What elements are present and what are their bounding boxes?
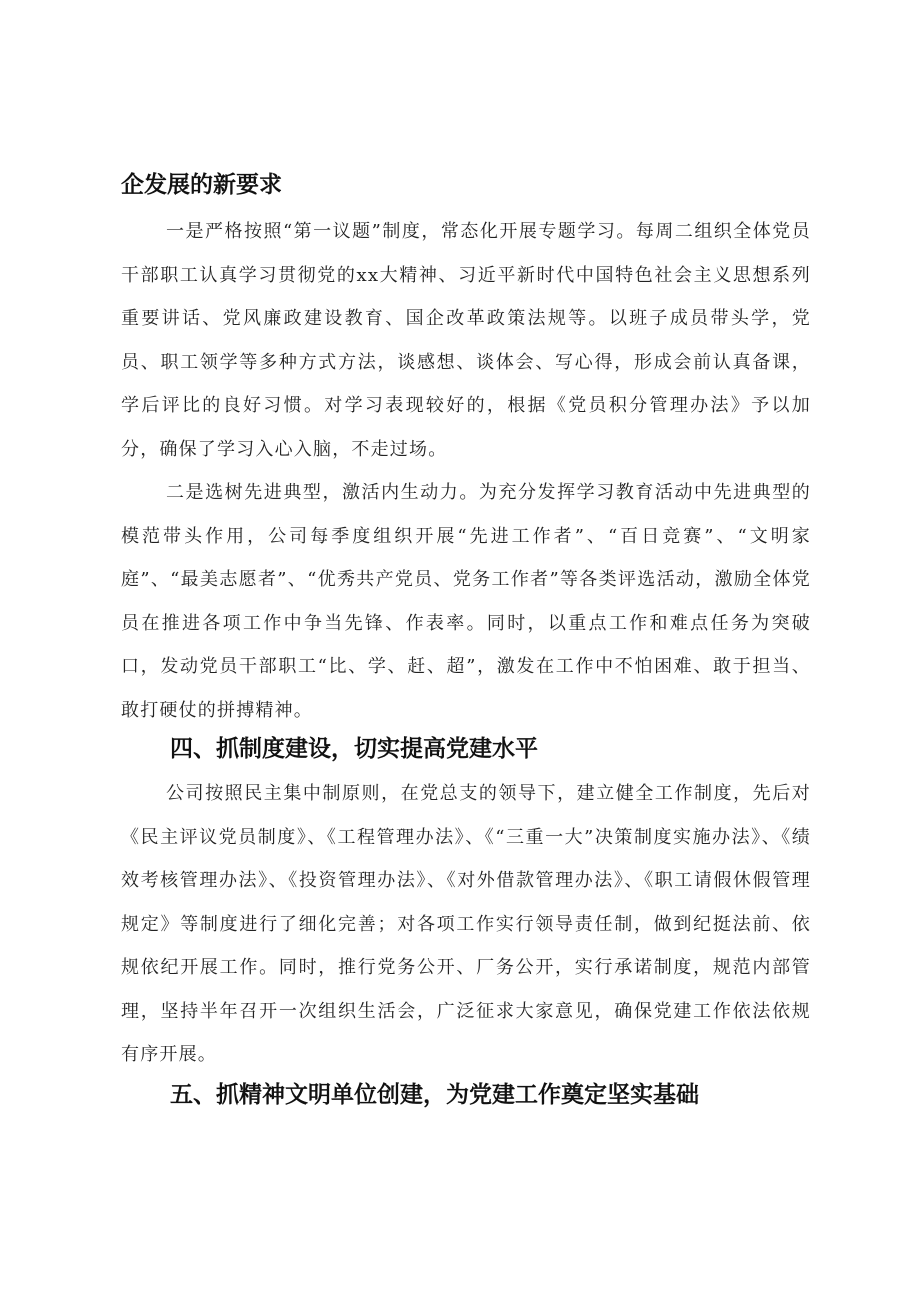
continued-heading: 企发展的新要求	[121, 172, 282, 198]
paragraph-first-agenda: 一是严格按照“第一议题”制度，常态化开展专题学习。每周二组织全体党员干部职工认真学习贯彻党的xx大精神、习近平新时代中国特色社会主义思想系列重要讲话、党风廉政建设教育、国企改革政策法规等。以班子成员带头学，党员、职工领学等多种方式方法，谈感想、谈体会、写心得，形成会前认真备课，学后评比的良好习惯。对学习表现较好的，根据《党员积分管理办法》予以加分，确保了学习入心入脑，不走过场。	[121, 221, 811, 460]
paragraph-system-building: 公司按照民主集中制原则，在党总支的领导下，建立健全工作制度，先后对《民主评议党员制度》、《工程管理办法》、《“三重一大”决策制度实施办法》、《绩效考核管理办法》、《投资管理办法》、《对外借款管理办法》、《职工请假休假管理规定》等制度进行了细化完善；对各项工作实行领导责任制，做到纪挺法前、依规依纪开展工作。同时，推行党务公开、厂务公开，实行承诺制度，规范内部管理，坚持半年召开一次组织生活会，广泛征求大家意见，确保党建工作依法依规有序开展。	[121, 783, 811, 1065]
section-four-heading: 四、抓制度建设，切实提高党建水平	[170, 736, 538, 762]
section-five-heading: 五、抓精神文明单位创建，为党建工作奠定坚实基础	[170, 1082, 699, 1108]
paragraph-advanced-models: 二是选树先进典型，激活内生动力。为充分发挥学习教育活动中先进典型的模范带头作用，公司每季度组织开展“先进工作者”、“百日竞赛”、“文明家庭”、“最美志愿者”、“优秀共产党员、党务工作者”等各类评选活动，激励全体党员在推进各项工作中争当先锋、作表率。同时，以重点工作和难点任务为突破口，发动党员干部职工“比、学、赶、超”，激发在工作中不怕困难、敢于担当、敢打硬仗的拼搏精神。	[121, 482, 811, 721]
